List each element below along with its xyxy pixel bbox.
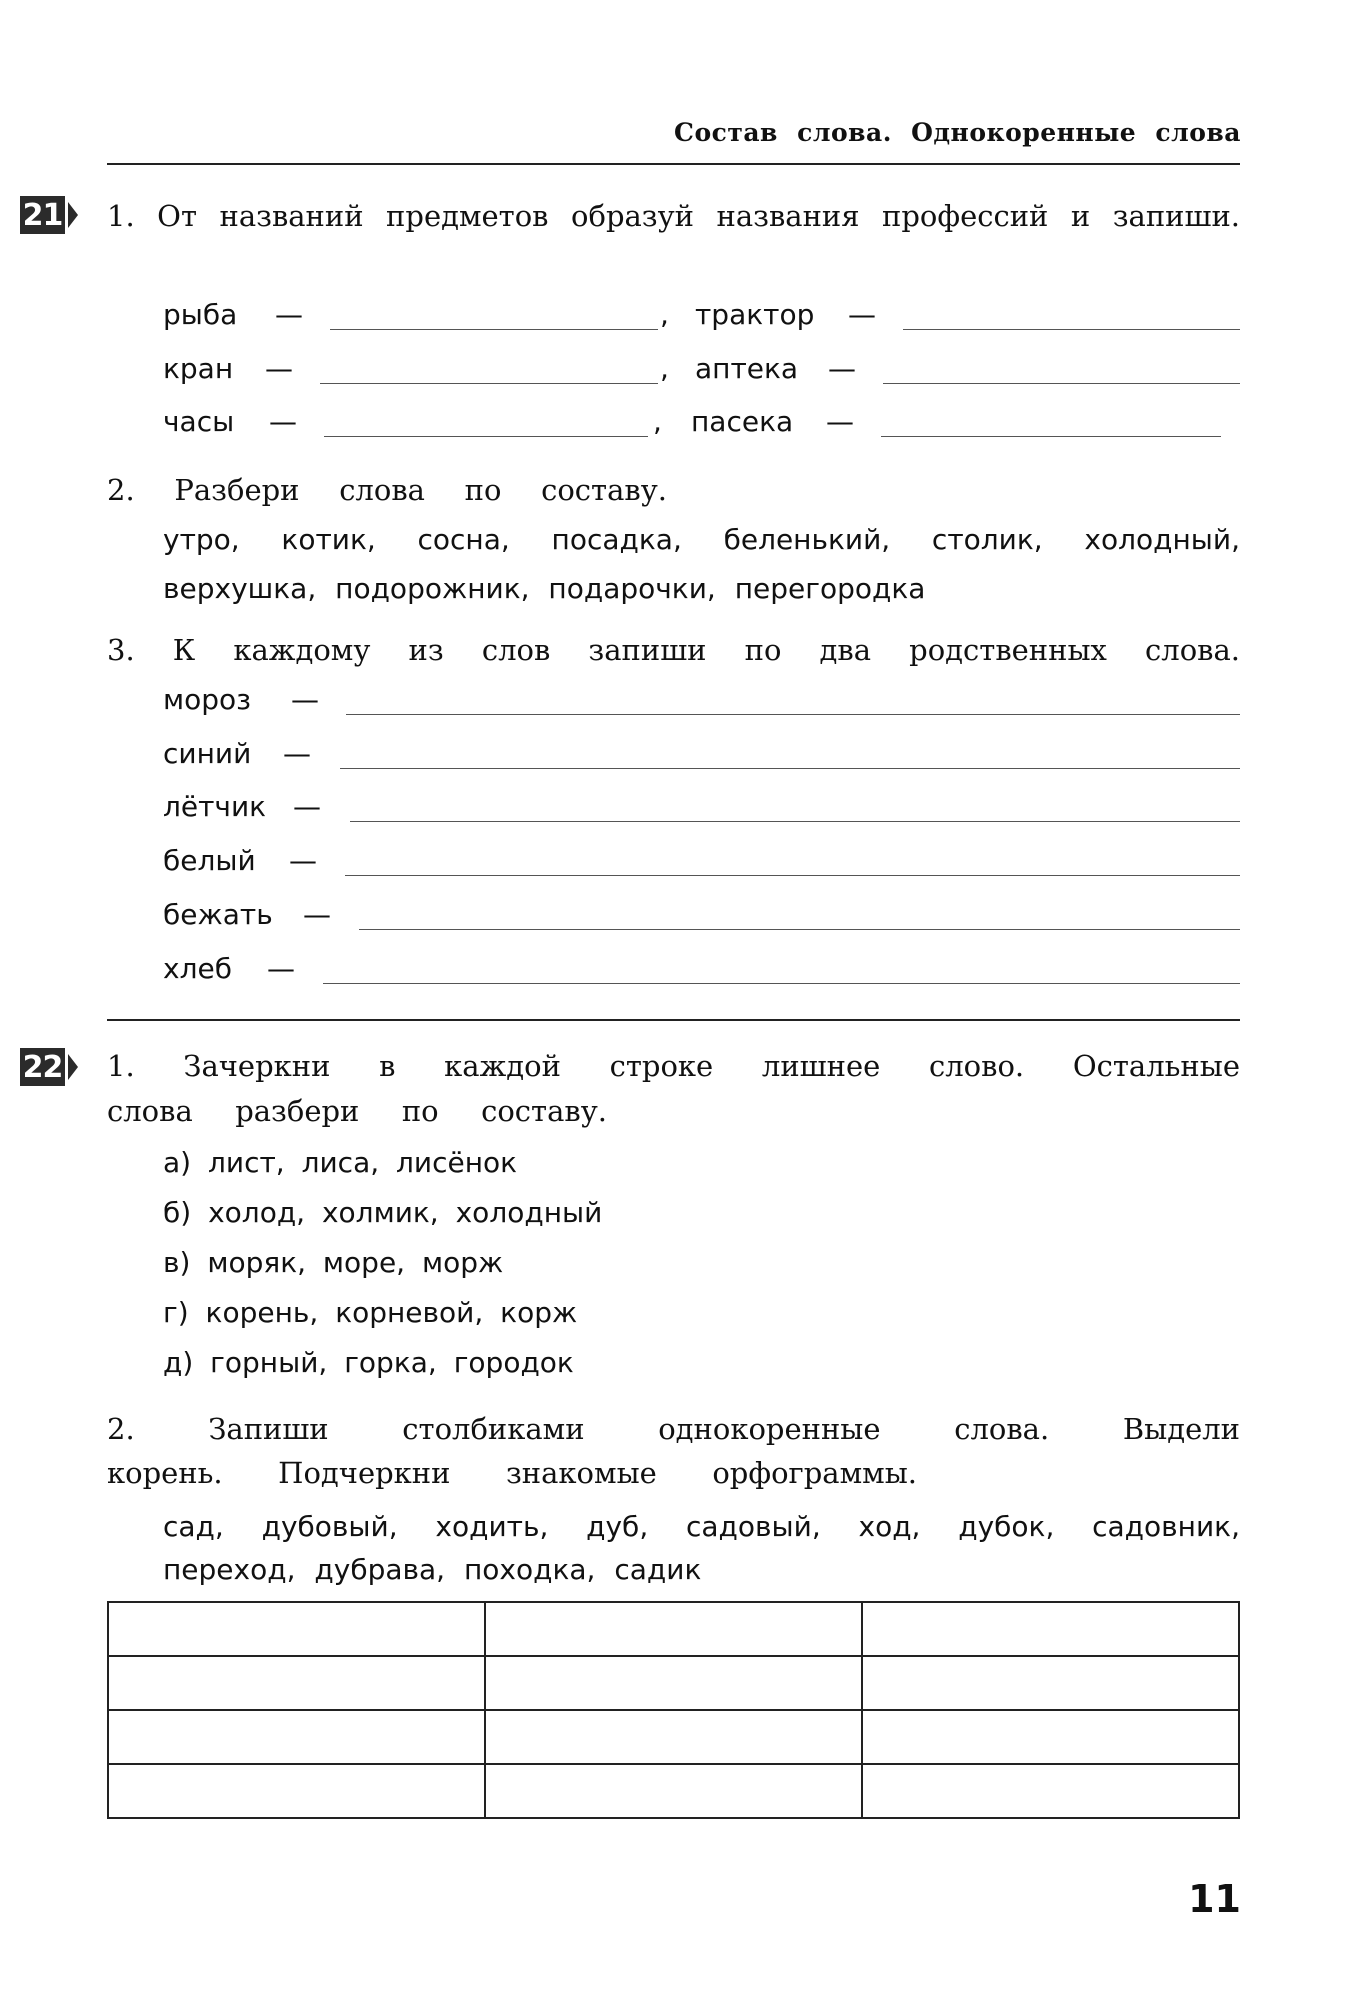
task-21-part3-instruction: 3. К каждому из слов запиши по два родственных слова.	[107, 633, 1240, 667]
task-21-part2-words-line2: верхушка, подорожник, подарочки, перегородка	[163, 572, 926, 605]
comma: ,	[653, 405, 662, 438]
pair-left-word: часы	[163, 405, 235, 438]
word-group-item: а) лист, лиса, лисёнок	[163, 1146, 518, 1179]
answer-table	[107, 1601, 1240, 1819]
page-number: 11	[1188, 1877, 1241, 1921]
answer-line[interactable]	[324, 436, 648, 437]
answer-line[interactable]	[359, 929, 1240, 930]
task-21-badge	[20, 196, 78, 234]
pair-left-word: кран	[163, 352, 234, 385]
answer-line[interactable]	[320, 383, 658, 384]
task-21-part1-instruction	[107, 194, 1240, 238]
table-cell[interactable]	[862, 1602, 1239, 1656]
table-cell[interactable]	[485, 1710, 862, 1764]
dash: —	[826, 405, 854, 438]
answer-line[interactable]	[881, 436, 1221, 437]
task-22-badge	[20, 1048, 78, 1086]
dash: —	[275, 298, 303, 331]
answer-line[interactable]	[350, 821, 1240, 822]
pair-left-word: рыба	[163, 298, 238, 331]
dash: —	[848, 298, 876, 331]
answer-line[interactable]	[883, 383, 1240, 384]
related-word-row	[163, 790, 1240, 830]
table-cell[interactable]	[862, 1656, 1239, 1710]
table-cell[interactable]	[485, 1602, 862, 1656]
task-arrow-icon	[68, 202, 78, 228]
dash: —	[289, 844, 317, 877]
dash: —	[291, 683, 319, 716]
table-cell[interactable]	[108, 1602, 485, 1656]
task-21-part2-instruction: 2. Разбери слова по составу.	[107, 473, 667, 507]
table-row	[108, 1710, 1239, 1764]
word-group-item: г) корень, корневой, корж	[163, 1296, 578, 1329]
answer-line[interactable]	[330, 329, 658, 330]
task-22-part2-words-line2: переход, дубрава, походка, садик	[163, 1553, 702, 1586]
table-cell[interactable]	[862, 1710, 1239, 1764]
word-group-item: д) горный, горка, городок	[163, 1346, 574, 1379]
table-cell[interactable]	[108, 1710, 485, 1764]
task-21-part2-words-line1: утро, котик, сосна, посадка, беленький, столик, холодный,	[163, 523, 1240, 556]
table-row	[108, 1602, 1239, 1656]
table-cell[interactable]	[108, 1656, 485, 1710]
task-22-part2-words-line1: сад, дубовый, ходить, дуб, садовый, ход, дубок, садовник,	[163, 1510, 1240, 1543]
dash: —	[293, 790, 321, 823]
task-22-part1-instruction-line2: слова разбери по составу.	[107, 1094, 607, 1128]
dash: —	[828, 352, 856, 385]
answer-line[interactable]	[345, 875, 1240, 876]
task-22-part2-instruction-line2: корень. Подчеркни знакомые орфограммы.	[107, 1456, 917, 1490]
table-cell[interactable]	[108, 1764, 485, 1818]
source-word: белый	[163, 844, 256, 877]
answer-line[interactable]	[346, 714, 1240, 715]
pair-right-word: аптека	[695, 352, 799, 385]
table-row	[108, 1764, 1239, 1818]
related-word-row	[163, 737, 1240, 777]
word-group-item: б) холод, холмик, холодный	[163, 1196, 603, 1229]
dash: —	[283, 737, 311, 770]
related-word-row	[163, 844, 1240, 884]
section-divider	[107, 1019, 1240, 1021]
source-word: мороз	[163, 683, 252, 716]
answer-line[interactable]	[340, 768, 1240, 769]
dash: —	[303, 898, 331, 931]
task-22-number: 22	[20, 1048, 65, 1086]
table-row	[108, 1656, 1239, 1710]
related-word-row	[163, 683, 1240, 723]
pair-right-word: трактор	[695, 298, 815, 331]
dash: —	[265, 352, 293, 385]
table-cell[interactable]	[862, 1764, 1239, 1818]
comma: ,	[660, 352, 669, 385]
page-header-title: Состав слова. Однокоренные слова	[674, 118, 1241, 147]
comma: ,	[660, 298, 669, 331]
table-cell[interactable]	[485, 1656, 862, 1710]
related-word-row	[163, 952, 1240, 992]
task-22-part2-instruction-line1: 2. Запиши столбиками однокоренные слова. Выдели	[107, 1412, 1240, 1446]
pair-row	[163, 352, 1240, 392]
task-22-part1-instruction-line1: 1. Зачеркни в каждой строке лишнее слово. Остальные	[107, 1049, 1240, 1083]
word-group-item: в) моряк, море, морж	[163, 1246, 504, 1279]
source-word: бежать	[163, 898, 273, 931]
source-word: хлеб	[163, 952, 232, 985]
pair-row	[163, 298, 1240, 338]
pair-row	[163, 405, 1240, 445]
answer-line[interactable]	[903, 329, 1240, 330]
header-divider	[107, 163, 1240, 165]
source-word: лётчик	[163, 790, 267, 823]
dash: —	[269, 405, 297, 438]
task-arrow-icon	[68, 1054, 78, 1080]
table-cell[interactable]	[485, 1764, 862, 1818]
pair-right-word: пасека	[691, 405, 794, 438]
dash: —	[267, 952, 295, 985]
related-word-row	[163, 898, 1240, 938]
source-word: синий	[163, 737, 252, 770]
task-21-part1-text: 1. От названий предметов образуй названия профессий и запиши.	[107, 199, 1240, 233]
answer-line[interactable]	[323, 983, 1240, 984]
task-21-number: 21	[20, 196, 65, 234]
